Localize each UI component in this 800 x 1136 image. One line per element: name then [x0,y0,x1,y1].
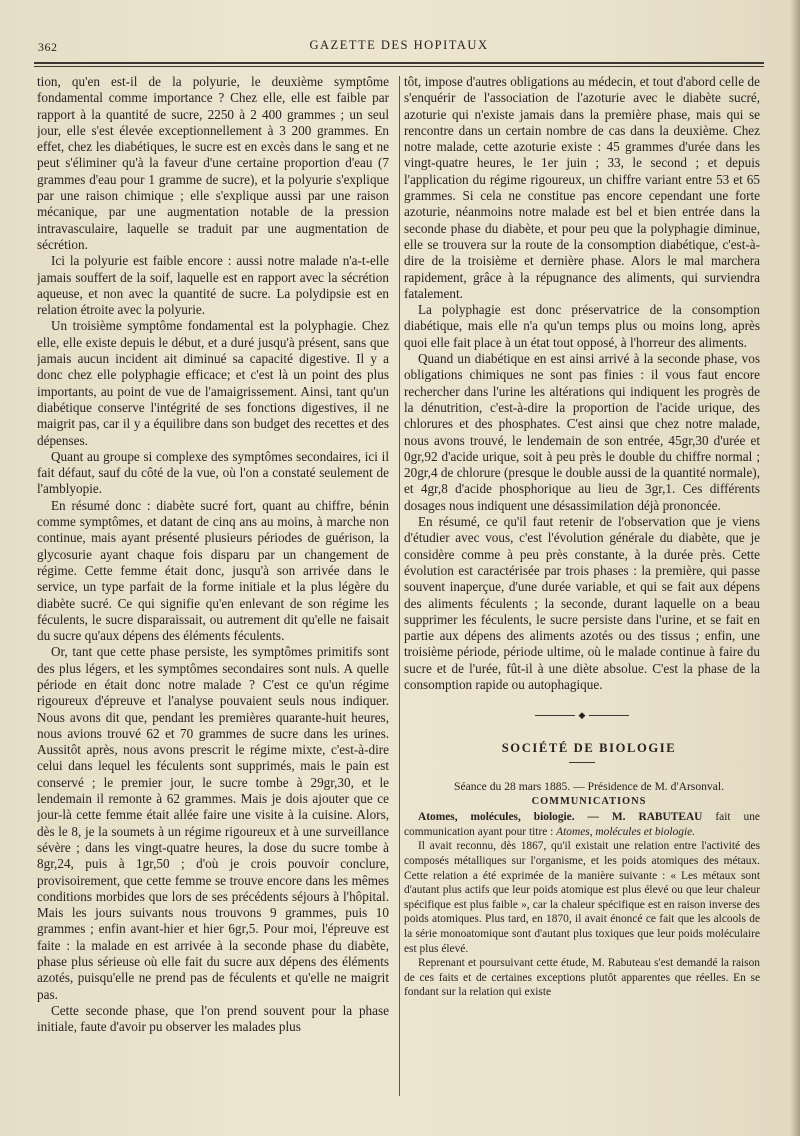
communication-paragraph: Il avait reconnu, dès 1867, qu'il existait une relation entre l'activité des composés métalliques sur l'organisme, et les poids atomiques des métaux. Cette relation a été exprimée de la manière suivante : « Les métaux sont d'autant plus actifs que leur poids atomique est plus élevé ou que leur chaleur spécifique est plus faible », car la chaleur spécifique est en raison inverse des poids atomiques. Plus tard, en 1870, il avait énoncé ce fait que les alcools de la série monoatomique sont d'autant plus toxiques que leur poids moléculaire est plus élevé. [404,840,760,955]
column-divider [399,76,400,1096]
header-rule [34,62,764,67]
page-edge-shadow [790,0,800,1136]
running-title: GAZETTE DES HOPITAUX [309,38,489,52]
left-paragraph: Ici la polyurie est faible encore : aussi notre malade n'a-t-elle jamais souffert de la soif, laquelle est en rapport avec la sécrétion aqueuse, et non avec la quantité de sucre. La polydipsie est en relation étroite avec la polyurie. [37,253,389,318]
right-paragraph: Quand un diabétique en est ainsi arrivé à la seconde phase, vos obligations chimiques ne sont pas finies : il vous faut encore rechercher dans l'urine les altérations qui indiquent les progrès de la dénutrition, c'est-à-dire la proportion de l'acide urique, des chlorures et des phosphates. C'est ainsi que chez notre malade, nous avons trouvé, le lendemain de son entrée, 45gr,30 d'urée et 0gr,92 d'acide urique, soit à peu près le double du chiffre normal ; 20gr,4 de chlorure (presque le double aussi de la quantité normale), et 4gr,8 d'acide phosphorique au lieu de 3gr,1. Ces différents dosages nous indiquent une désassimilation déjà prononcée. [404,351,760,513]
section-title: SOCIÉTÉ DE BIOLOGIE [501,740,677,755]
page-header [34,36,764,58]
communication-heading: Atomes, molécules, biologie. — M. RABUTEAU [418,811,703,824]
communication-paragraph: Reprenant et poursuivant cette étude, M. Rabuteau s'est demandé la raison de ces faits et de certaines exceptions plutôt apparentes que réelles. En se fondant sur la relation qui existe [404,957,760,999]
communication-paragraph [404,810,760,839]
left-paragraph: Or, tant que cette phase persiste, les symptômes primitifs sont des plus légers, et les symptômes secondaires sont nuls. A quelle période en était donc notre malade ? C'est ce qu'un régime rigoureux d'épreuve et l'analyse pouvaient seuls nous indiquer. Nous avons dit que, pendant les premières quarante-huit heures, nous avions trouvé 62 et 70 grammes de sucre dans les urines. Aussitôt après, nous avons prescrit le régime mixte, c'est-à-dire celui dans lequel les féculents sont supprimés, mais le pain est conservé ; le premier jour, le sucre tombe à 29gr,30, et le lendemain il remonte à 62 grammes. Mais je dois ajouter que ce jour-là cette femme était allée faire une visite à la cuisine. Alors, dès le 8, je la soumets à un régime rigoureux et à une surveillance sévère ; dans les vingt-quatre heures, la dose du sucre tombe à 8gr,24, puis à 1gr,50 ; d'où je crois pouvoir conclure, provisoirement, que cette femme se trouve encore dans les mêmes conditions morbides que lors de ses précédents séjours à l'hôpital. Mais les jours suivants nous trouvons 9 grammes, puis 10 grammes ; enfin avant-hier et hier 6gr,5. Pour moi, l'épreuve est faite : la malade en est arrivée à la seconde phase du diabète, phase plus sérieuse où elle fait du sucre aux dépens des éléments azotés, puisqu'elle ne prend pas de féculents et qu'elle ne maigrit pas. [37,644,389,1002]
left-paragraph: tion, qu'en est-il de la polyurie, le deuxième symptôme fondamental comme importance ? Chez elle, elle est faible par rapport à la quantité de sucre, 2250 à 2 400 grammes ; un seul jour, elle s'est élevée exceptionnellement à 3 200 grammes. En effet, chez les diabétiques, le sucre est en excès dans le sang et ne peut s'éliminer qu'à la faveur d'une certaine proportion d'eau (7 grammes d'eau pour 1 gramme de sucre), et la polyurie s'explique par une raison chimique ; elle s'explique aussi par une raison mécanique, par une augmentation notable de la pression intravasculaire, laquelle se traduit par une augmentation de sécrétion. [37,74,389,252]
left-paragraph: Cette seconde phase, que l'on prend souvent pour la phase initiale, faute d'avoir pu observer les malades plus [37,1002,389,1035]
page-number: 362 [38,40,58,54]
communication-title: Atomes, molécules et biologie. [556,825,696,838]
subsection-title: COMMUNICATIONS [531,795,647,807]
section-title-rule [569,762,595,763]
right-paragraph: En résumé, ce qu'il faut retenir de l'observation que je viens d'étudier avec vous, c'est l'évolution générale du diabète, que je considère comme à peu près constante, à la durée près. Cette évolution est caractérisée par trois phases : la première, qui passe souvent inaperçue, d'une durée variable, et qui se fait aux dépens des aliments féculents ; la seconde, durant laquelle on a beau supprimer les féculents, le sucre persiste dans l'urine, et se fait en partie aux dépens des aliments azotés ou des tissus ; enfin, une troisième période, période ultime, où le malade continue à faire du sucre et de l'urée, fût-il à une diète absolue. C'est la phase de la consomption rapide ou autophagique. [404,514,760,692]
right-paragraph: tôt, impose d'autres obligations au médecin, et tout d'abord celle de s'enquérir de l'association de l'azoturie avec le diabète sucré, azoturie qui n'existe jamais dans la première phase, mais qui se rencontre dans un certain nombre de cas dans la deuxième. Chez notre malade, cette azoturie existe : 45 grammes d'urée dans les vingt-quatre heures, le 1er juin ; 33, le second ; et depuis l'application du régime rigoureux, un chiffre variant entre 53 et 65 grammes. Si cela ne constitue pas encore cependant une forte azoturie, néanmoins notre malade est bel et bien entrée dans la seconde phase du diabète, et pour peu que la polyphagie diminue, elle se trouvera sur la route de la consomption diabétique, c'est-à-dire de la troisième et dernière phase. Alors le mal marchera rapidement, grâce à la répugnance des aliments, qui surviendra fatalement. [404,74,760,301]
session-line: Séance du 28 mars 1885. — Présidence de M. d'Arsonval. [454,779,724,793]
left-column [37,74,389,1104]
communication-intro: fait une communication ayant pour titre : [404,811,760,838]
left-paragraph: En résumé donc : diabète sucré fort, quant au chiffre, bénin comme symptômes, et datant de cinq ans au moins, à marche non continue, mais ayant présenté plusieurs périodes de guérison, la glycosurie ayant chaque fois disparu par un changement de régime. Cette femme était donc, jusqu'à son arrivée dans le service, un type parfait de la forme initiale et la plus légère du diabète sucré. Ce qui signifie qu'en enlevant de son régime les féculents, le sucre disparaissait, ou autrement dit qu'elle ne faisait du sucre qu'aux dépens des éléments féculents. [37,497,389,644]
section-ornament [404,707,760,723]
left-paragraph: Quant au groupe si complexe des symptômes secondaires, ici il fait défaut, sauf du côté de la vue, où l'on a constaté seulement de l'amblyopie. [37,448,389,497]
ornament-line-left [535,715,575,716]
ornament-diamond-icon: ◆ [578,710,586,721]
left-paragraph: Un troisième symptôme fondamental est la polyphagie. Chez elle, elle existe depuis le début, et a duré jusqu'à présent, sans que jamais aucun incident ait diminué sa capacité digestive. Il y a donc chez elle polyphagie efficace; et c'est là un point des plus importants, au point de vue de l'amaigrissement. Ainsi, tant qu'un diabétique conserve l'intégrité de ses fonctions digestives, il ne maigrit pas, car il y a équilibre dans son budget des recettes et des dépenses. [37,318,389,448]
right-paragraph: La polyphagie est donc préservatrice de la consomption diabétique, mais elle n'a qu'un temps plus ou moins long, après quoi elle fait place à un état tout opposé, à l'horreur des aliments. [404,302,760,350]
right-column [404,74,760,1104]
ornament-line-right [589,715,629,716]
